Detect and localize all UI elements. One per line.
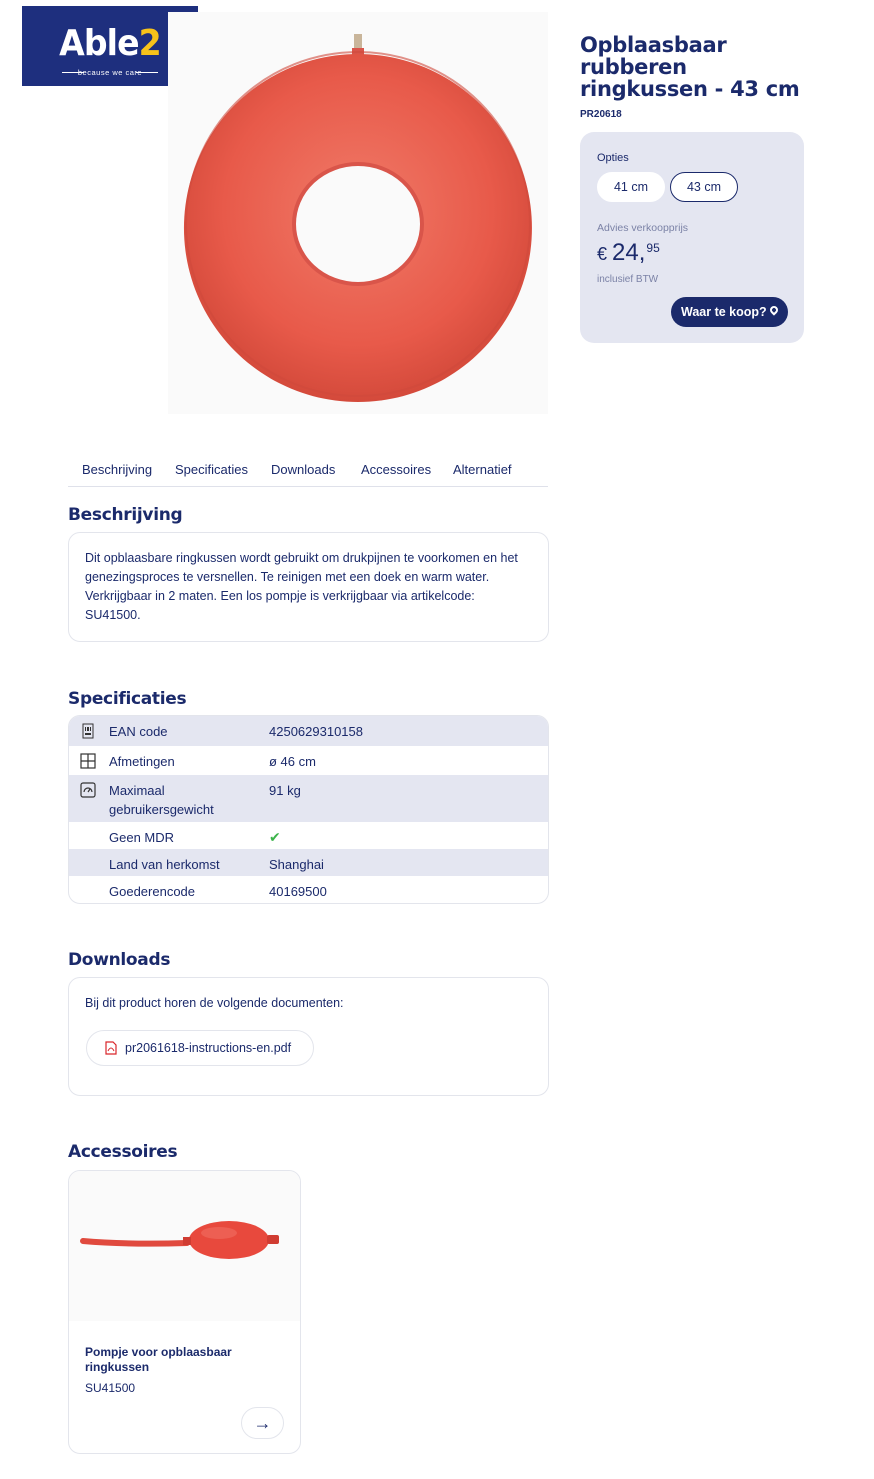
specifications-table bbox=[68, 715, 549, 904]
accessory-code: SU41500 bbox=[85, 1381, 136, 1395]
spec-label: EAN code bbox=[109, 724, 168, 739]
product-image bbox=[168, 12, 548, 414]
vat-note: inclusief BTW bbox=[597, 274, 659, 285]
pdf-icon bbox=[105, 1041, 117, 1055]
check-icon: ✔ bbox=[269, 829, 281, 845]
barcode-icon bbox=[80, 723, 96, 739]
downloads-intro: Bij dit product horen de volgende documenten: bbox=[85, 996, 344, 1010]
spec-value: 91 kg bbox=[269, 783, 301, 798]
logo-tagline: because we care bbox=[77, 68, 143, 77]
spec-label: Afmetingen bbox=[109, 754, 175, 769]
price-cents: 95 bbox=[646, 241, 660, 255]
options-panel bbox=[580, 132, 804, 343]
spec-value: 4250629310158 bbox=[269, 724, 363, 739]
ring-cushion-image bbox=[168, 12, 548, 414]
spec-value: 40169500 bbox=[269, 884, 327, 899]
spec-value: Shanghai bbox=[269, 857, 324, 872]
accessory-image bbox=[69, 1171, 301, 1321]
downloads-heading: Downloads bbox=[68, 950, 171, 970]
download-file-link[interactable] bbox=[86, 1030, 314, 1066]
logo-wordmark: Able2 bbox=[59, 23, 161, 64]
accessory-name: Pompje voor opblaasbaar ringkussen bbox=[85, 1345, 232, 1374]
price-currency: € bbox=[597, 244, 608, 264]
product-title: Opblaasbaar rubberen ringkussen - 43 cm bbox=[580, 33, 800, 101]
spec-row-mdr bbox=[69, 822, 548, 849]
tab-beschrijving[interactable]: Beschrijving bbox=[82, 462, 153, 477]
accessories-heading: Accessoires bbox=[68, 1142, 178, 1162]
description-text: Dit opblaasbare ringkussen wordt gebruikt om drukpijnen te voorkomen en het genezingsproces te versnellen. Te reinigen met een doek en warm water. Verkrijgbaar in 2 maten. Een los pompje is verkrijgbaar via artikelcode: SU41500. bbox=[68, 532, 549, 642]
tab-specificaties[interactable]: Specificaties bbox=[175, 462, 248, 477]
price bbox=[597, 239, 660, 267]
options-label: Opties bbox=[597, 152, 629, 164]
advice-price-label: Advies verkoopprijs bbox=[597, 222, 689, 234]
pump-image bbox=[69, 1171, 301, 1321]
spec-row-commodity-code bbox=[69, 876, 548, 904]
spec-row-ean bbox=[69, 716, 548, 746]
location-pin-icon bbox=[768, 304, 779, 315]
spec-label: Geen MDR bbox=[109, 830, 175, 845]
tab-accessoires[interactable]: Accessoires bbox=[361, 462, 432, 477]
spec-row-max-weight bbox=[69, 775, 548, 822]
price-whole: 24, bbox=[612, 239, 646, 266]
option-43cm-button[interactable]: 43 cm bbox=[670, 172, 738, 202]
accessory-card[interactable] bbox=[68, 1170, 301, 1454]
spec-label: Maximaal gebruikersgewicht bbox=[109, 783, 214, 817]
scale-icon bbox=[80, 782, 96, 798]
download-file-name: pr2061618-instructions-en.pdf bbox=[125, 1041, 292, 1055]
spec-row-dimensions bbox=[69, 746, 548, 775]
product-code: PR20618 bbox=[580, 109, 622, 120]
dimensions-icon bbox=[80, 753, 96, 769]
specifications-heading: Specificaties bbox=[68, 689, 187, 709]
tab-downloads[interactable]: Downloads bbox=[271, 462, 336, 477]
option-41cm-button[interactable]: 41 cm bbox=[597, 172, 665, 202]
spec-value: ø 46 cm bbox=[269, 754, 316, 769]
where-to-buy-label: Waar te koop? bbox=[681, 305, 767, 319]
tab-alternatief[interactable]: Alternatief bbox=[453, 462, 512, 477]
description-heading: Beschrijving bbox=[68, 505, 183, 525]
spec-row-origin bbox=[69, 849, 548, 876]
spec-label: Land van herkomst bbox=[109, 857, 220, 872]
arrow-right-icon[interactable]: → bbox=[241, 1407, 284, 1439]
section-tabs bbox=[68, 458, 548, 487]
where-to-buy-button[interactable] bbox=[671, 297, 788, 327]
downloads-panel bbox=[68, 977, 549, 1096]
spec-label: Goederencode bbox=[109, 884, 196, 899]
